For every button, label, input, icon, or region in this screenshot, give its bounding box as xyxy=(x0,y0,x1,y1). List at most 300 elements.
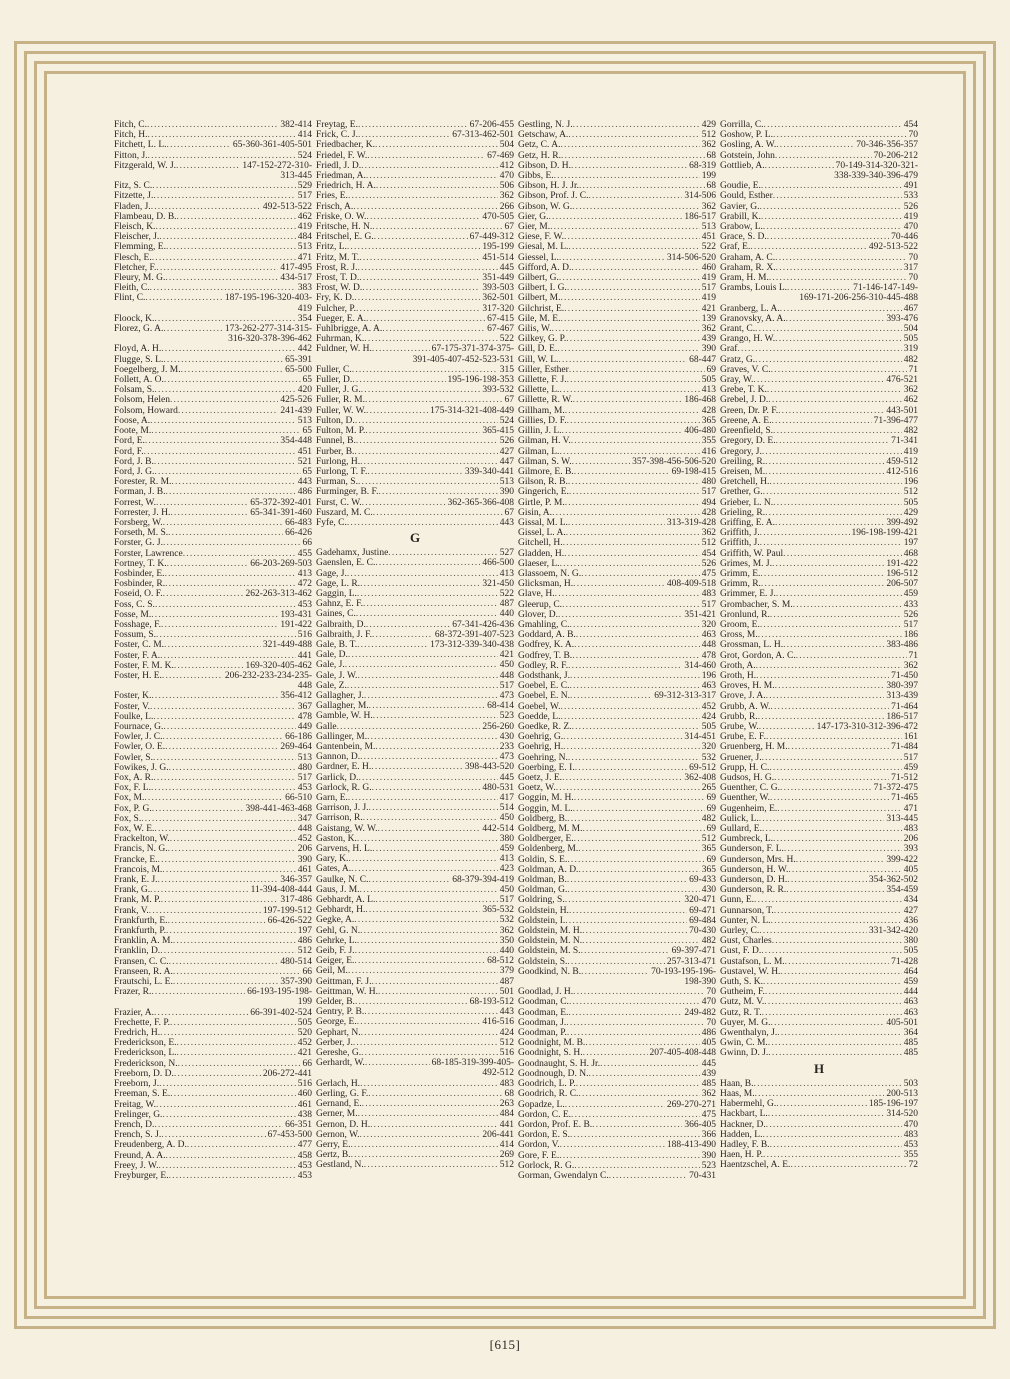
index-entry xyxy=(316,365,514,375)
index-entry xyxy=(720,569,918,579)
index-entry xyxy=(114,895,312,905)
index-entry xyxy=(316,436,514,446)
index-entry xyxy=(316,834,514,844)
dot-leader xyxy=(173,967,301,977)
entry-pages: 505 xyxy=(903,946,918,957)
dot-leader xyxy=(372,344,430,354)
entry-name: Freeborn, D. D. xyxy=(114,1068,174,1079)
entry-pages: 362-408 xyxy=(684,773,716,783)
entry-pages: 459 xyxy=(499,844,514,855)
entry-name: Gephart, N. xyxy=(316,1027,361,1038)
entry-pages: 72 xyxy=(908,1160,918,1171)
dot-leader xyxy=(365,426,480,436)
entry-pages: 439 xyxy=(701,1068,716,1079)
entry-pages: 451 xyxy=(297,446,312,457)
entry-pages: 517 xyxy=(701,487,716,498)
dot-leader xyxy=(152,181,295,191)
index-entry xyxy=(316,936,514,946)
index-entry xyxy=(114,773,312,783)
entry-name: Giese, F. W. xyxy=(518,232,564,243)
index-entry xyxy=(316,803,514,813)
index-entry xyxy=(316,457,514,467)
index-entry xyxy=(518,549,716,559)
entry-name: Gavier, G. xyxy=(720,201,760,212)
dot-leader xyxy=(549,212,683,222)
dot-leader xyxy=(348,966,498,976)
index-entry xyxy=(720,1028,918,1038)
entry-name: Fleischer, J. xyxy=(114,232,160,243)
entry-name: Gore, F. E. xyxy=(518,1150,560,1161)
entry-name: Friedrich, H. A. xyxy=(316,181,376,192)
entry-pages: 314-451 xyxy=(684,732,716,743)
dot-leader xyxy=(571,161,687,171)
entry-name: Franklin, D. xyxy=(114,946,161,957)
dot-leader xyxy=(163,355,283,365)
entry-pages: 65-341-391-460 xyxy=(250,507,312,518)
entry-pages: 464 xyxy=(903,966,918,977)
entry-name: Goldin, S. E. xyxy=(518,854,568,865)
dot-leader xyxy=(151,202,261,212)
index-entry xyxy=(316,273,514,283)
dot-leader xyxy=(785,957,889,967)
dot-leader xyxy=(177,212,296,222)
dot-leader xyxy=(355,946,498,956)
entry-pages: 398-441-463-468 xyxy=(245,803,312,814)
index-entry xyxy=(518,436,716,446)
index-entry xyxy=(316,395,514,405)
entry-name: Foegelberg, J. M. xyxy=(114,364,181,375)
dot-leader xyxy=(170,508,248,518)
index-entry xyxy=(316,212,514,222)
entry-pages: 185-196-197 xyxy=(868,1099,918,1110)
entry-name: Gannon, D. xyxy=(316,752,361,763)
dot-leader xyxy=(773,191,902,201)
entry-name: Frankfurth, P. xyxy=(114,926,166,937)
entry-name: Groth, A. xyxy=(720,660,756,671)
index-entry xyxy=(114,691,312,701)
entry-name: Fleisch, K. xyxy=(114,222,156,233)
entry-pages: 314-520 xyxy=(886,1109,918,1120)
entry-name: Gram, H. M. xyxy=(720,273,769,284)
index-entry-continuation: 448 xyxy=(297,681,312,692)
dot-leader xyxy=(769,477,901,487)
entry-pages: 482 xyxy=(701,936,716,947)
index-entry xyxy=(518,181,716,191)
entry-pages: 419 xyxy=(903,446,918,457)
index-entry xyxy=(114,579,312,589)
entry-pages: 429 xyxy=(903,507,918,518)
entry-pages: 314-506-520 xyxy=(666,252,716,263)
entry-pages: 472 xyxy=(297,579,312,590)
entry-name: Garrison, R. xyxy=(316,813,363,824)
entry-name: Frederickson, E. xyxy=(114,1038,177,1049)
entry-pages: 193-431 xyxy=(280,609,312,620)
index-entry xyxy=(114,1171,312,1181)
index-entry xyxy=(114,355,312,365)
entry-pages: 445 xyxy=(499,262,514,273)
dot-leader xyxy=(154,457,296,467)
entry-name: Folsam, S. xyxy=(114,385,155,396)
dot-leader xyxy=(373,711,498,721)
index-entry xyxy=(720,916,918,926)
entry-name: Gillin, J. L. xyxy=(518,426,562,437)
index-entry xyxy=(518,855,716,865)
entry-name: Getz, H. R. xyxy=(518,150,562,161)
dot-leader xyxy=(561,151,704,161)
index-entry xyxy=(316,161,514,171)
index-entry xyxy=(114,120,312,130)
index-entry xyxy=(114,416,312,426)
index-entry xyxy=(518,834,716,844)
entry-name: Fleith, C. xyxy=(114,283,150,294)
dot-leader xyxy=(170,1018,296,1028)
entry-name: Gernon, W. xyxy=(316,1129,360,1140)
dot-leader xyxy=(559,273,700,283)
dot-leader xyxy=(181,365,283,375)
entry-pages: 512 xyxy=(701,538,716,549)
index-entry xyxy=(720,242,918,252)
entry-pages: 487 xyxy=(499,599,514,610)
index-entry xyxy=(518,518,716,528)
entry-name: Galbraith, J. F. xyxy=(316,629,372,640)
entry-pages: 68 xyxy=(706,150,716,161)
dot-leader xyxy=(370,1120,498,1130)
entry-pages: 354 xyxy=(297,313,312,324)
dot-leader xyxy=(581,967,649,977)
index-entry xyxy=(518,610,716,620)
entry-name: Frank, M. P. xyxy=(114,895,161,906)
entry-pages: 71-450 xyxy=(891,670,918,681)
index-entry xyxy=(518,1151,716,1161)
dot-leader xyxy=(793,600,902,610)
dot-leader xyxy=(568,477,700,487)
entry-name: Fox, S. xyxy=(114,813,142,824)
dot-leader xyxy=(160,651,296,661)
entry-pages: 70 xyxy=(908,252,918,263)
entry-name: Fuhlbrigge, A. A. xyxy=(316,324,383,335)
entry-pages: 453 xyxy=(297,1160,312,1171)
entry-pages: 443 xyxy=(297,477,312,488)
index-entry xyxy=(316,1140,514,1150)
dot-leader xyxy=(568,1008,682,1018)
dot-leader xyxy=(769,273,907,283)
entry-pages: 513 xyxy=(297,752,312,763)
index-entry xyxy=(518,671,716,681)
entry-name: Graham, A. C. xyxy=(720,252,776,263)
dot-leader xyxy=(761,212,902,222)
entry-name: Gorlock, R. G. xyxy=(518,1160,575,1171)
entry-name: Fortney, T. K. xyxy=(114,558,167,569)
entry-name: Fyfe, C. xyxy=(316,517,347,528)
dot-leader xyxy=(163,722,295,732)
index-entry xyxy=(114,130,312,140)
entry-pages: 67-469 xyxy=(487,150,514,161)
dot-leader xyxy=(559,385,699,395)
entry-name: Gladden, H. xyxy=(518,548,565,559)
entry-name: Gunderson, D. H. xyxy=(720,875,788,886)
entry-pages: 522 xyxy=(701,242,716,253)
index-columns xyxy=(114,120,918,1240)
dot-leader xyxy=(770,1140,902,1150)
entry-pages: 356-412 xyxy=(280,691,312,702)
entry-pages: 448 xyxy=(701,640,716,651)
dot-leader xyxy=(149,906,261,916)
entry-pages: 468 xyxy=(903,548,918,559)
entry-name: Gale, J. xyxy=(316,660,345,671)
index-entry xyxy=(518,600,716,610)
dot-leader xyxy=(162,671,223,681)
index-entry xyxy=(720,1038,918,1048)
entry-pages: 206-507 xyxy=(886,579,918,590)
entry-name: Gale, J. W. xyxy=(316,670,358,681)
index-entry xyxy=(720,253,918,263)
index-entry xyxy=(316,151,514,161)
entry-pages: 206-272-441 xyxy=(262,1068,312,1079)
entry-pages: 523 xyxy=(701,1160,716,1171)
index-entry xyxy=(720,855,918,865)
dot-leader xyxy=(750,242,867,252)
dot-leader xyxy=(154,824,295,834)
index-entry xyxy=(114,671,312,681)
dot-leader xyxy=(787,283,851,293)
dot-leader xyxy=(151,987,245,997)
index-entry xyxy=(518,426,716,436)
dot-leader xyxy=(358,773,497,783)
dot-leader xyxy=(363,599,498,609)
section-letter-heading: H xyxy=(813,1060,825,1076)
index-entry xyxy=(518,875,716,885)
dot-leader xyxy=(762,1130,901,1140)
index-entry xyxy=(720,579,918,589)
entry-name: Freudenberg, A. D. xyxy=(114,1140,187,1151)
dot-leader xyxy=(770,702,889,712)
index-entry xyxy=(518,447,716,457)
entry-name: Fuller, C. xyxy=(316,364,352,375)
dot-leader xyxy=(366,314,485,324)
index-entry xyxy=(316,324,514,334)
entry-pages: 68-193-512 xyxy=(469,997,514,1008)
entry-name: Gullard, E. xyxy=(720,824,762,835)
entry-pages: 147-173-310-312-396-472 xyxy=(816,721,918,732)
entry-name: Gunter, N. L. xyxy=(720,915,771,926)
dot-leader xyxy=(368,1089,502,1099)
index-entry xyxy=(114,844,312,854)
entry-name: Florez, G. A. xyxy=(114,324,164,335)
index-entry xyxy=(720,202,918,212)
entry-name: Fowler, O. E. xyxy=(114,742,166,753)
index-entry xyxy=(518,640,716,650)
entry-pages: 517 xyxy=(903,619,918,630)
entry-name: Floock, K. xyxy=(114,313,155,324)
entry-pages: 390 xyxy=(499,487,514,498)
dot-leader xyxy=(361,1028,498,1038)
index-entry-continuation: 198-390 xyxy=(684,977,716,988)
dot-leader xyxy=(773,130,907,140)
entry-name: Griffith, W. Paul xyxy=(720,548,784,559)
dot-leader xyxy=(168,528,283,538)
index-entry xyxy=(720,263,918,273)
entry-name: Gordon, Prof. E. B. xyxy=(518,1119,593,1130)
dot-leader xyxy=(364,334,497,344)
dot-leader xyxy=(760,538,902,548)
index-entry xyxy=(316,987,514,997)
index-entry xyxy=(316,956,514,966)
index-entry xyxy=(114,722,312,732)
index-entry xyxy=(316,681,514,691)
entry-name: Geittman, F. J. xyxy=(316,976,372,987)
dot-leader xyxy=(786,314,885,324)
entry-pages: 263 xyxy=(499,1099,514,1110)
entry-pages: 451 xyxy=(701,232,716,243)
index-entry xyxy=(518,293,716,303)
dot-leader xyxy=(566,528,700,538)
entry-name: Gudsos, H. G. xyxy=(720,773,775,783)
entry-name: Freey, J. W. xyxy=(114,1160,159,1171)
entry-pages: 434 xyxy=(903,895,918,906)
entry-name: Goldring, S. xyxy=(518,895,565,906)
index-entry xyxy=(518,936,716,946)
dot-leader xyxy=(361,161,498,171)
index-entry xyxy=(114,793,312,803)
entry-name: Goldstein, S. xyxy=(518,956,568,967)
dot-leader xyxy=(758,630,902,640)
dot-leader xyxy=(356,609,498,619)
index-entry xyxy=(720,804,918,814)
dot-leader xyxy=(150,885,248,895)
dot-leader xyxy=(144,793,283,803)
entry-name: Goldberg, M. M. xyxy=(518,824,583,835)
dot-leader xyxy=(562,600,700,610)
dot-leader xyxy=(574,793,705,803)
entry-name: Gregory, J. xyxy=(720,446,762,457)
index-entry xyxy=(316,426,514,436)
entry-pages: 517 xyxy=(297,191,312,202)
index-entry xyxy=(518,885,716,895)
entry-pages: 470-505 xyxy=(482,211,514,222)
dot-leader xyxy=(567,814,700,824)
entry-name: Fosse, M. xyxy=(114,609,152,620)
index-entry xyxy=(720,477,918,487)
index-entry xyxy=(114,242,312,252)
entry-name: Glaeser, L. xyxy=(518,558,560,569)
index-entry xyxy=(720,212,918,222)
dot-leader xyxy=(360,457,498,467)
dot-leader xyxy=(567,1028,700,1038)
entry-pages: 186-517 xyxy=(886,711,918,722)
entry-pages: 390 xyxy=(297,854,312,865)
index-entry xyxy=(720,498,918,508)
entry-pages: 451-514 xyxy=(482,252,514,263)
entry-pages: 429 xyxy=(701,120,716,130)
index-entry xyxy=(518,773,716,783)
entry-name: Fitchett, L. L. xyxy=(114,140,167,151)
entry-pages: 454 xyxy=(903,120,918,130)
entry-pages: 71-146-147-149- xyxy=(853,283,918,294)
index-entry xyxy=(316,487,514,497)
entry-pages: 69 xyxy=(706,803,716,814)
dot-leader xyxy=(773,426,902,436)
dot-leader xyxy=(366,406,428,416)
index-entry xyxy=(518,467,716,477)
dot-leader xyxy=(771,1018,885,1028)
entry-pages: 196 xyxy=(903,477,918,488)
entry-name: Furman, S. xyxy=(316,477,358,488)
entry-pages: 513 xyxy=(701,222,716,233)
dot-leader xyxy=(165,1151,295,1161)
index-entry xyxy=(720,365,918,375)
dot-leader xyxy=(762,824,902,834)
dot-leader xyxy=(159,1079,296,1089)
dot-leader xyxy=(565,895,683,905)
dot-leader xyxy=(155,600,296,610)
dot-leader xyxy=(357,589,498,599)
entry-pages: 440 xyxy=(499,609,514,620)
index-entry xyxy=(720,334,918,344)
index-entry xyxy=(316,1079,514,1089)
dot-leader xyxy=(359,273,480,283)
entry-name: Garlick, D. xyxy=(316,772,359,783)
entry-pages: 380-397 xyxy=(886,681,918,692)
index-entry xyxy=(720,283,918,293)
dot-leader xyxy=(568,753,700,763)
dot-leader xyxy=(348,191,498,201)
dot-leader xyxy=(351,1150,498,1160)
entry-pages: 67 xyxy=(504,222,514,233)
dot-leader xyxy=(160,946,296,956)
entry-pages: 199 xyxy=(701,171,716,182)
entry-pages: 459 xyxy=(903,762,918,773)
entry-pages: 71-484 xyxy=(891,742,918,753)
entry-pages: 65-391 xyxy=(285,354,312,365)
entry-pages: 512 xyxy=(701,130,716,141)
entry-name: Foose, A. xyxy=(114,415,151,426)
entry-name: Goerbing, E. I. xyxy=(518,762,575,773)
index-entry xyxy=(114,477,312,487)
index-entry xyxy=(518,1110,716,1120)
entry-name: Gleerup, C. xyxy=(518,599,563,610)
index-entry xyxy=(720,865,918,875)
index-entry xyxy=(316,1007,514,1017)
index-entry xyxy=(316,722,514,732)
entry-name: Gopadze, L. xyxy=(518,1099,565,1110)
dot-leader xyxy=(153,191,295,201)
entry-pages: 380 xyxy=(903,936,918,947)
dot-leader xyxy=(560,1140,665,1150)
index-entry xyxy=(316,824,514,834)
dot-leader xyxy=(345,660,498,670)
entry-pages: 513 xyxy=(297,415,312,426)
index-entry xyxy=(518,681,716,691)
dot-leader xyxy=(354,293,480,303)
entry-name: Grebe, T. K. xyxy=(720,385,767,396)
dot-leader xyxy=(765,161,834,171)
entry-pages: 484 xyxy=(499,1109,514,1120)
entry-pages: 526 xyxy=(903,201,918,212)
dot-leader xyxy=(765,508,902,518)
index-entry xyxy=(720,1140,918,1150)
entry-name: Fleury, M. G. xyxy=(114,273,166,284)
entry-name: Galle xyxy=(316,721,337,732)
dot-leader xyxy=(790,1160,906,1170)
entry-name: Fox, W. E. xyxy=(114,824,155,835)
entry-pages: 362 xyxy=(701,528,716,539)
index-entry xyxy=(114,426,312,436)
entry-name: Fladen, J. xyxy=(114,201,151,212)
index-entry xyxy=(720,406,918,416)
entry-pages: 492-513-522 xyxy=(868,242,918,253)
index-entry xyxy=(720,814,918,824)
entry-pages: 478 xyxy=(701,650,716,661)
